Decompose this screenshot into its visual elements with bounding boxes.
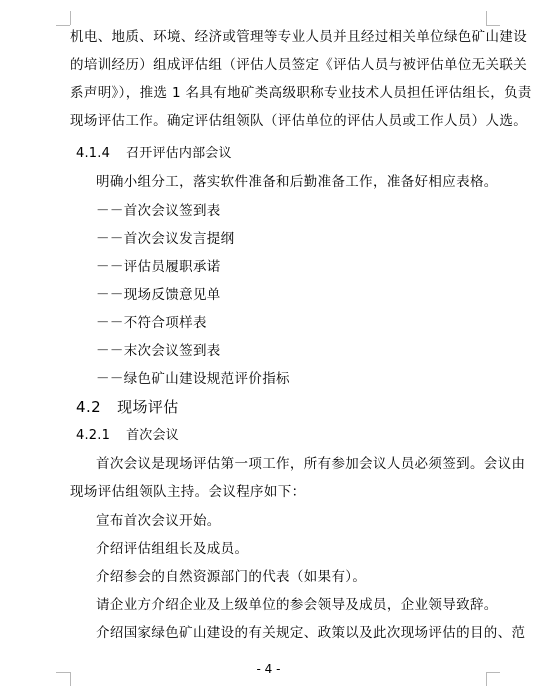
section-title: 首次会议: [126, 428, 179, 443]
list-item: －－不符合项样表: [96, 315, 207, 331]
section-number: 4.2.1: [76, 428, 111, 443]
crop-mark-top-left-h: [56, 25, 70, 26]
list-item: －－现场反馈意见单: [96, 287, 221, 303]
paragraph-line: 首次会议是现场评估第一项工作，所有参加会议人员必须签到。会议由: [96, 456, 526, 472]
paragraph-line: 机电、地质、环境、经济或管理等专业人员并且经过相关单位绿色矿山建设: [70, 29, 528, 45]
procedure-step: 宣布首次会议开始。: [96, 513, 221, 529]
procedure-step: 请企业方介绍企业及上级单位的参会领导及成员，企业领导致辞。: [96, 597, 498, 613]
section-heading-4-1-4: [76, 145, 232, 163]
procedure-step: 介绍国家绿色矿山建设的有关规定、政策以及此次现场评估的目的、范: [96, 625, 526, 641]
list-item: －－首次会议签到表: [96, 203, 221, 219]
paragraph-line: 明确小组分工，落实软件准备和后勤准备工作，准备好相应表格。: [96, 174, 498, 190]
section-title: 现场评估: [117, 398, 179, 416]
list-item: －－绿色矿山建设规范评价指标: [96, 371, 290, 387]
list-item: －－评估员履职承诺: [96, 259, 221, 275]
crop-mark-top-left-v: [70, 11, 71, 25]
paragraph-line: 系声明》），推选 1 名具有地矿类高级职称专业技术人员担任评估组长，负责: [70, 85, 532, 101]
paragraph-line: 现场评估工作。确定评估组领队（评估单位的评估人员或工作人员）人选。: [70, 113, 528, 129]
section-number: 4.1.4: [76, 146, 111, 161]
section-number: 4.2: [76, 398, 102, 416]
procedure-step: 介绍评估组组长及成员。: [96, 541, 249, 557]
crop-mark-top-right-h: [486, 25, 500, 26]
procedure-step: 介绍参会的自然资源部门的代表（如果有）。: [96, 569, 367, 585]
list-item: －－末次会议签到表: [96, 343, 221, 359]
page-number: - 4 -: [256, 662, 281, 676]
paragraph-line: 现场评估组领队主持。会议程序如下：: [70, 484, 306, 500]
list-item: －－首次会议发言提纲: [96, 231, 235, 247]
crop-mark-top-right-v: [486, 11, 487, 25]
section-title: 召开评估内部会议: [126, 146, 232, 161]
paragraph-line: 的培训经历）组成评估组（评估人员签定《评估人员与被评估单位无关联关: [70, 57, 528, 73]
section-heading-4-2: [76, 398, 179, 416]
section-heading-4-2-1: [76, 427, 179, 445]
